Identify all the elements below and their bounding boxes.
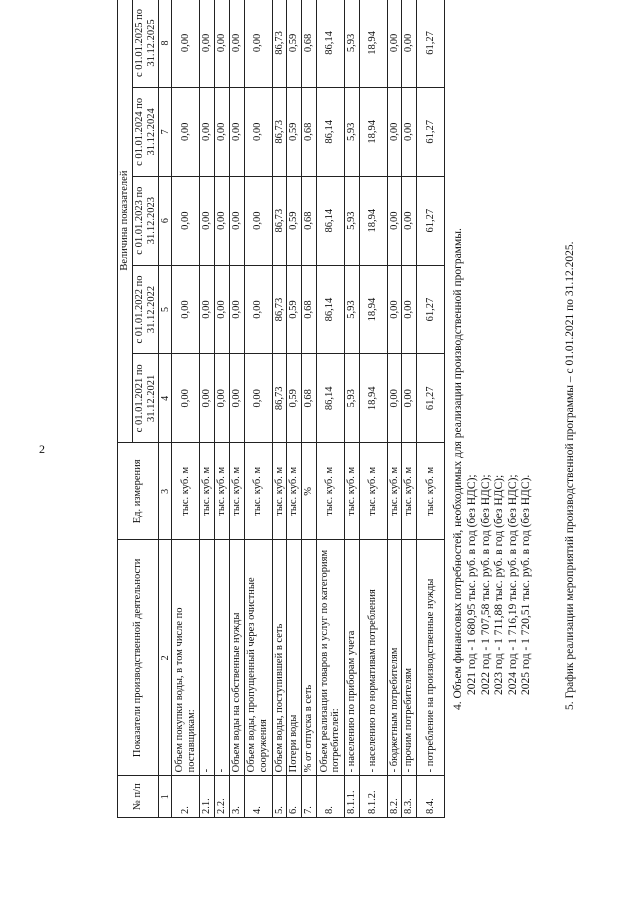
row-value: 0,59: [287, 87, 302, 176]
column-number: 8: [159, 0, 172, 87]
row-indicator-name: - прочим потребителям: [402, 540, 417, 776]
row-indicator-name: - потребление на производственные нужды: [417, 540, 445, 776]
row-value: 5,93: [344, 87, 359, 176]
row-value: 0,00: [402, 354, 417, 443]
header-name: Показатели производственной деятельности: [118, 540, 159, 776]
row-indicator-name: Потери воды: [287, 540, 302, 776]
row-unit: тыс. куб. м: [287, 443, 302, 540]
table-row: [215, 0, 230, 818]
table-row: [244, 0, 272, 818]
row-indicator-name: - населению по приборам учета: [344, 540, 359, 776]
row-value: 18,94: [359, 354, 387, 443]
row-value: 61,27: [417, 176, 445, 265]
row-value: 0,00: [229, 265, 244, 354]
table-row: [344, 0, 359, 818]
row-value: 86,73: [272, 176, 287, 265]
row-value: 86,73: [272, 354, 287, 443]
row-value: 86,73: [272, 265, 287, 354]
row-value: 0,68: [302, 87, 317, 176]
row-value: 5,93: [344, 354, 359, 443]
header-period: с 01.01.2024 по 31.12.2024: [132, 87, 159, 176]
row-value: 0,00: [387, 0, 402, 87]
table-row: [316, 0, 344, 818]
table-row: [359, 0, 387, 818]
production-indicators-table: [117, 0, 445, 818]
row-unit: тыс. куб. м: [359, 443, 387, 540]
row-value: 0,00: [172, 265, 200, 354]
row-indicator-name: -: [200, 540, 215, 776]
column-number: 7: [159, 87, 172, 176]
row-value: 0,00: [244, 176, 272, 265]
row-indicator-name: % от отпуска в сеть: [302, 540, 317, 776]
row-unit: тыс. куб. м: [344, 443, 359, 540]
row-value: 0,00: [200, 176, 215, 265]
row-value: 0,68: [302, 0, 317, 87]
row-value: 0,00: [229, 0, 244, 87]
row-value: 61,27: [417, 87, 445, 176]
row-value: 86,14: [316, 354, 344, 443]
row-indicator-name: -: [215, 540, 230, 776]
header-period: с 01.01.2022 по 31.12.2022: [132, 265, 159, 354]
column-number: 6: [159, 176, 172, 265]
row-value: 0,00: [172, 0, 200, 87]
row-value: 61,27: [417, 0, 445, 87]
row-value: 0,00: [215, 0, 230, 87]
row-value: 0,00: [402, 176, 417, 265]
row-value: 61,27: [417, 354, 445, 443]
row-value: 18,94: [359, 265, 387, 354]
row-value: 0,00: [172, 354, 200, 443]
row-number: 8.1.2.: [359, 776, 387, 818]
row-value: 0,00: [244, 354, 272, 443]
row-number: 5.: [272, 776, 287, 818]
table-row: [287, 0, 302, 818]
row-indicator-name: Объем воды на собственные нужды: [229, 540, 244, 776]
financial-line: 2023 год - 1 711,88 тыс. руб. в год (без НДС);: [493, 474, 506, 695]
table-body: [118, 0, 445, 818]
row-value: 0,00: [200, 354, 215, 443]
row-value: 0,00: [402, 265, 417, 354]
row-value: 0,00: [215, 354, 230, 443]
header-period: с 01.01.2025 по 31.12.2025: [132, 0, 159, 87]
row-value: 18,94: [359, 0, 387, 87]
column-number: 3: [159, 443, 172, 540]
financial-needs-list: [466, 474, 534, 695]
row-value: 0,00: [229, 176, 244, 265]
row-number: 8.1.1.: [344, 776, 359, 818]
row-value: 86,73: [272, 0, 287, 87]
row-value: 0,59: [287, 265, 302, 354]
row-indicator-name: Объем покупки воды, в том числе по поставщикам:: [172, 540, 200, 776]
row-value: 0,00: [387, 87, 402, 176]
row-value: 0,00: [229, 354, 244, 443]
row-value: 18,94: [359, 87, 387, 176]
row-number: 8.4.: [417, 776, 445, 818]
table-row: [387, 0, 402, 818]
row-value: 5,93: [344, 176, 359, 265]
row-value: 86,14: [316, 265, 344, 354]
row-value: 5,93: [344, 0, 359, 87]
row-unit: тыс. куб. м: [272, 443, 287, 540]
row-value: 86,14: [316, 176, 344, 265]
row-indicator-name: Объем реализации товаров и услуг по категориям потребителей:: [316, 540, 344, 776]
row-value: 0,59: [287, 354, 302, 443]
row-number: 2.: [172, 776, 200, 818]
row-unit: тыс. куб. м: [215, 443, 230, 540]
row-value: 86,73: [272, 87, 287, 176]
row-unit: тыс. куб. м: [172, 443, 200, 540]
row-number: 2.1.: [200, 776, 215, 818]
row-number: 2.2.: [215, 776, 230, 818]
financial-needs-title: 4. Объем финансовых потребностей, необходимых для реализации производственной программы.: [452, 228, 464, 710]
row-value: 61,27: [417, 265, 445, 354]
row-value: 0,59: [287, 0, 302, 87]
row-unit: тыс. куб. м: [316, 443, 344, 540]
row-number: 6.: [287, 776, 302, 818]
row-unit: тыс. куб. м: [229, 443, 244, 540]
column-number: 5: [159, 265, 172, 354]
header-group: Величина показателей: [118, 0, 133, 443]
row-value: 0,00: [200, 87, 215, 176]
row-value: 0,00: [244, 0, 272, 87]
financial-line: 2024 год - 1 716,19 тыс. руб. в год (без НДС);: [506, 474, 519, 695]
column-numbers-row: [159, 0, 172, 818]
header-period: с 01.01.2021 по 31.12.2021: [132, 354, 159, 443]
financial-line: 2021 год - 1 680,95 тыс. руб. в год (без НДС);: [466, 474, 478, 695]
column-number: 1: [159, 776, 172, 818]
table-row: [302, 0, 317, 818]
row-unit: тыс. куб. м: [402, 443, 417, 540]
row-number: 7.: [302, 776, 317, 818]
row-value: 0,00: [402, 0, 417, 87]
row-value: 0,00: [215, 265, 230, 354]
header-period: с 01.01.2023 по 31.12.2023: [132, 176, 159, 265]
row-value: 0,00: [387, 176, 402, 265]
table-row: [200, 0, 215, 818]
header-unit: Ед. измерения: [118, 443, 159, 540]
row-value: 0,00: [172, 87, 200, 176]
row-value: 0,00: [215, 176, 230, 265]
row-number: 8.3.: [402, 776, 417, 818]
row-unit: %: [302, 443, 317, 540]
row-value: 0,00: [244, 87, 272, 176]
financial-line: 2022 год - 1 707,58 тыс. руб. в год (без НДС);: [479, 474, 492, 695]
row-number: 8.2.: [387, 776, 402, 818]
table-row: [172, 0, 200, 818]
row-indicator-name: Объем воды, поступившей в сеть: [272, 540, 287, 776]
row-indicator-name: Объем воды, пропущенный через очистные сооружения: [244, 540, 272, 776]
row-unit: тыс. куб. м: [200, 443, 215, 540]
row-value: 0,00: [215, 87, 230, 176]
table-row: [272, 0, 287, 818]
row-indicator-name: - населению по нормативам потребления: [359, 540, 387, 776]
row-value: 0,00: [172, 176, 200, 265]
row-value: 5,93: [344, 265, 359, 354]
table-row: [229, 0, 244, 818]
row-unit: тыс. куб. м: [387, 443, 402, 540]
row-value: 0,68: [302, 354, 317, 443]
schedule-text: 5. График реализации мероприятий производственной программы – с 01.01.2021 по 31.12.2025.: [564, 241, 576, 710]
row-indicator-name: - бюджетным потребителям: [387, 540, 402, 776]
row-value: 0,00: [200, 265, 215, 354]
financial-line: 2025 год - 1 720,51 тыс. руб. в год (без НДС).: [520, 474, 533, 695]
row-value: 0,00: [229, 87, 244, 176]
row-value: 86,14: [316, 0, 344, 87]
row-number: 3.: [229, 776, 244, 818]
column-number: 4: [159, 354, 172, 443]
table-row: [417, 0, 445, 818]
row-value: 0,00: [402, 87, 417, 176]
row-unit: тыс. куб. м: [417, 443, 445, 540]
row-number: 4.: [244, 776, 272, 818]
column-number: 2: [159, 540, 172, 776]
row-value: 0,00: [244, 265, 272, 354]
page-number: 2: [39, 442, 45, 456]
row-number: 8.: [316, 776, 344, 818]
row-value: 0,68: [302, 176, 317, 265]
header-num: № п/п: [118, 776, 159, 818]
row-value: 0,00: [200, 0, 215, 87]
table-row: [402, 0, 417, 818]
row-unit: тыс. куб. м: [244, 443, 272, 540]
header-row: [118, 0, 133, 818]
row-value: 18,94: [359, 176, 387, 265]
row-value: 0,59: [287, 176, 302, 265]
row-value: 0,00: [387, 265, 402, 354]
row-value: 86,14: [316, 87, 344, 176]
row-value: 0,68: [302, 265, 317, 354]
row-value: 0,00: [387, 354, 402, 443]
